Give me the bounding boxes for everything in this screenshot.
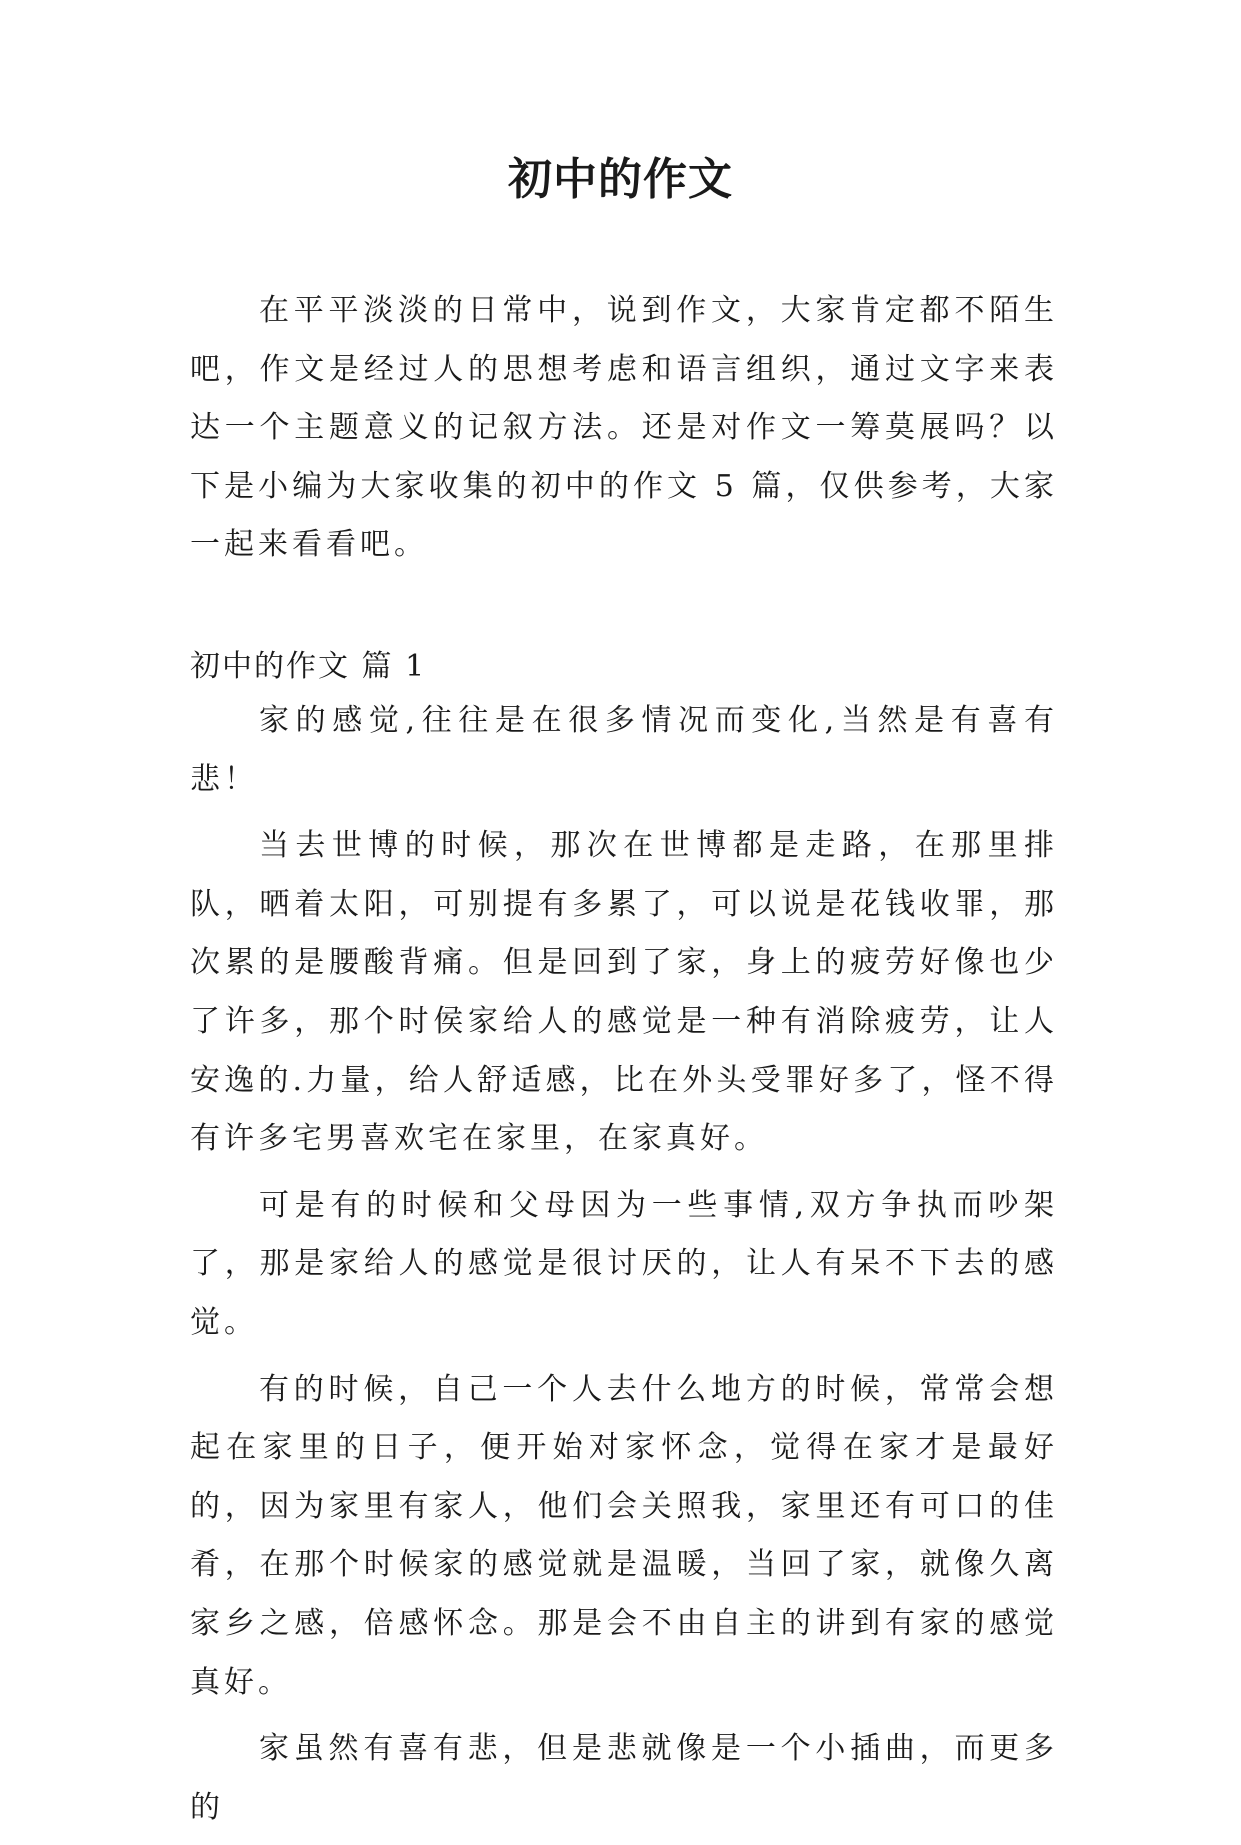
article-paragraph-1: 家的感觉,往往是在很多情况而变化,当然是有喜有悲！: [190, 703, 1058, 797]
article-paragraph-5: 家虽然有喜有悲，但是悲就像是一个小插曲，而更多的: [190, 1731, 1058, 1825]
article-paragraph-4: 有的时候，自己一个人去什么地方的时候，常常会想起在家里的日子，便开始对家怀念，觉得在家才是最好的，因为家里有家人，他们会关照我，家里还有可口的佳肴，在那个时候家的感觉就是温暖，当回了家，就像久离家乡之感，倍感怀念。那是会不由自主的讲到有家的感觉真好。: [190, 1371, 1058, 1700]
intro-paragraph: 在平平淡淡的日常中，说到作文，大家肯定都不陌生吧，作文是经过人的思想考虑和语言组织，通过文字来表达一个主题意义的记叙方法。还是对作文一筹莫展吗？以下是小编为大家收集的初中的作文 5 篇，仅供参考，大家一起来看看吧。: [190, 293, 1058, 563]
article-body: [190, 692, 1058, 1845]
document-title: 初中的作文: [508, 154, 733, 205]
section-heading: 初中的作文 篇 1: [190, 649, 427, 684]
article-paragraph-3: 可是有的时候和父母因为一些事情,双方争执而吵架了，那是家给人的感觉是很讨厌的，让人有呆不下去的感觉。: [190, 1187, 1058, 1340]
intro-section: [190, 282, 1058, 575]
article-paragraph-2: 当去世博的时候，那次在世博都是走路，在那里排队，晒着太阳，可别提有多累了，可以说是花钱收罪，那次累的是腰酸背痛。但是回到了家，身上的疲劳好像也少了许多，那个时侯家给人的感觉是一种有消除疲劳，让人安逸的.力量，给人舒适感，比在外头受罪好多了，怪不得有许多宅男喜欢宅在家里，在家真好。: [190, 828, 1058, 1157]
